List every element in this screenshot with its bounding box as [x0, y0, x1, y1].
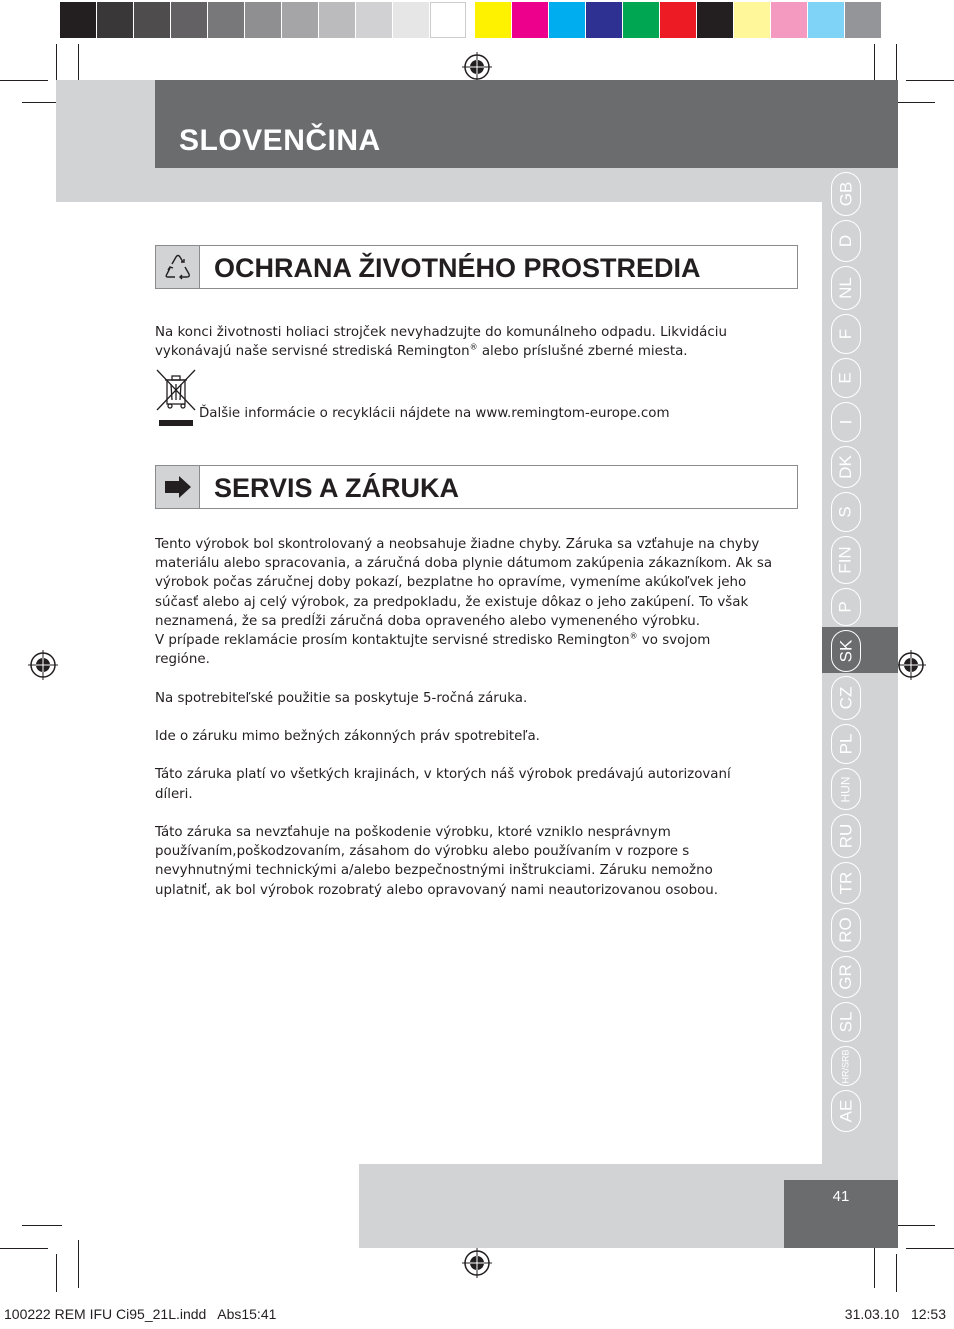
- text-line: neznamená, že sa predĺži záručná doba opraveného alebo vymeneného výrobku.: [155, 613, 700, 629]
- gray-swatch: [245, 2, 281, 38]
- color-swatch: [697, 2, 733, 38]
- text-line: regióne.: [155, 652, 210, 668]
- text-line: Tento výrobok bol skontrolovaný a neobsahuje žiadne chyby. Záruka sa vzťahuje na chyby: [155, 537, 760, 552]
- lang-tab-sl[interactable]: SL: [831, 1002, 861, 1042]
- lang-tab-fin[interactable]: FIN: [831, 536, 861, 584]
- recycle-icon: [156, 246, 200, 288]
- lang-tab-ru[interactable]: RU: [831, 814, 861, 858]
- lang-tab-i[interactable]: I: [831, 402, 861, 442]
- lang-tab-hun[interactable]: HUN: [831, 768, 861, 810]
- color-calibration-bar: [60, 2, 882, 38]
- lang-tab-sk[interactable]: SK: [831, 630, 861, 672]
- page-title: SLOVENČINA: [179, 124, 381, 157]
- paragraph: [155, 823, 795, 900]
- gray-swatch: [171, 2, 207, 38]
- gray-swatch: [97, 2, 133, 38]
- color-swatch: [549, 2, 585, 38]
- color-swatch: [623, 2, 659, 38]
- lang-tab-pl[interactable]: PL: [831, 724, 861, 764]
- registration-mark-icon: [462, 52, 492, 82]
- text-line: V prípade reklamácie prosím kontaktujte servisné stredisko Remington: [155, 633, 630, 649]
- crop-mark: [906, 80, 954, 81]
- crop-mark: [896, 1254, 897, 1292]
- crop-mark: [78, 1240, 79, 1288]
- crop-mark: [0, 80, 48, 81]
- crop-mark: [906, 1248, 954, 1249]
- lang-tab-hr-srb[interactable]: HR/SRB: [831, 1046, 861, 1086]
- paragraph: Ide o záruku mimo bežných zákonných práv spotrebiteľa.: [155, 729, 540, 744]
- section-header-environment: [155, 245, 798, 289]
- registration-mark-icon: [28, 650, 58, 680]
- gray-swatch: [430, 2, 466, 38]
- text-line: uplatniť, ak bol výrobok rozobratý alebo opravovaný nami neautorizovanou osobou.: [155, 882, 719, 898]
- lang-tab-d[interactable]: D: [831, 220, 861, 262]
- lang-tab-ro[interactable]: RO: [831, 908, 861, 952]
- footer-slug-left: 100222 REM IFU Ci95_21L.indd Abs15:41: [4, 1306, 277, 1322]
- text-line: používaním,poškodzovaním, zásahom do výrobku alebo používaním v rozpore s: [155, 844, 690, 860]
- gray-swatch: [208, 2, 244, 38]
- color-swatch: [771, 2, 807, 38]
- text-line: výrobok počas záručnej doby pokazí, bezplatne ho opravíme, vymeníme akúkoľvek jeho: [155, 575, 747, 591]
- crop-mark: [56, 1254, 57, 1292]
- lang-tab-e[interactable]: E: [831, 358, 861, 398]
- page-number: 41: [832, 1188, 850, 1205]
- page-number-box: [784, 1180, 898, 1248]
- text-line: díleri.: [155, 786, 193, 802]
- crop-mark: [0, 1248, 48, 1249]
- service-text: [155, 535, 795, 919]
- lang-tab-f[interactable]: F: [831, 314, 861, 354]
- color-swatch: [808, 2, 844, 38]
- section-header-service: [155, 465, 798, 509]
- paragraph: Na spotrebiteľské použitie sa poskytuje 5-ročná záruka.: [155, 690, 528, 706]
- text-line: Ďalšie informácie o recyklácii nájdete na www.remingtom-europe.com: [199, 406, 670, 421]
- gray-swatch: [356, 2, 392, 38]
- lang-tab-p[interactable]: P: [831, 588, 861, 626]
- crop-mark: [895, 102, 935, 103]
- paragraph: [155, 765, 795, 803]
- crossed-bin-icon: [155, 368, 197, 428]
- lang-tab-nl[interactable]: NL: [831, 266, 861, 310]
- text-line: nevyhnutnými technickými a/alebo bezpečnostnými inštrukciami. Záruku nemožno: [155, 863, 713, 879]
- gray-swatch: [393, 2, 429, 38]
- color-swatch: [660, 2, 696, 38]
- section-title: OCHRANA ŽIVOTNÉHO PROSTREDIA: [214, 253, 701, 283]
- lang-tab-s[interactable]: S: [831, 492, 861, 532]
- section-title: SERVIS A ZÁRUKA: [214, 473, 460, 503]
- text-line: Táto záruka sa nevzťahuje na poškodenie výrobku, ktoré vzniklo nesprávnym: [155, 824, 671, 840]
- text-line: súčasť alebo aj celý výrobok, za predpokladu, že existuje dôkaz o jeho zakúpení. To však: [155, 594, 749, 610]
- lang-tab-cz[interactable]: CZ: [831, 676, 861, 720]
- lang-tab-gb[interactable]: GB: [831, 172, 861, 216]
- lang-tab-ae[interactable]: AE: [831, 1090, 861, 1132]
- title-band: [155, 80, 898, 168]
- lang-tab-tr[interactable]: TR: [831, 862, 861, 904]
- footer-slug-right: 31.03.10 12:53: [844, 1306, 946, 1322]
- color-swatch: [586, 2, 622, 38]
- crop-mark: [896, 44, 897, 82]
- recycling-info: [199, 404, 799, 423]
- gray-swatch: [60, 2, 96, 38]
- crop-mark: [22, 1225, 62, 1226]
- paragraph: Tento výrobok bol skontrolovaný a neobsahuje žiadne chyby. Záruka sa vzťahuje na chyby materiálu alebo spracovania, a záručná doba plynie dátumom zakúpenia zákazníkom. Ak sa výrobok počas záručnej doby pokazí, bezplatne ho opravíme, vymeníme akúkoľvek jeho súčasť alebo aj celý výrobok, za predpokladu, že existuje dôkaz o jeho zakúpení. To však neznamená, že sa predĺži záručná doba opraveného alebo vymeneného výrobku. V prípade reklamácie prosím kontaktujte servisné stredisko Remington® vo svojom regióne.: [155, 537, 773, 668]
- lang-tab-gr[interactable]: GR: [831, 956, 861, 998]
- text-line: vykonávajú naše servisné strediská Remington® alebo príslušné zberné miesta.: [155, 342, 688, 360]
- gray-swatch: [134, 2, 170, 38]
- color-swatch: [845, 2, 881, 38]
- arrow-right-icon: [156, 466, 200, 508]
- gray-swatch: [282, 2, 318, 38]
- gray-swatch: [319, 2, 355, 38]
- text-line: Na konci životnosti holiaci strojček nevyhadzujte do komunálneho odpadu. Likvidáciu: [155, 325, 727, 340]
- text-line: materiálu alebo spracovania, a záručná doba plynie dátumom zakúpenia zákazníkom. Ak sa: [155, 556, 773, 572]
- environment-text: [155, 323, 795, 361]
- text-line: Táto záruka platí vo všetkých krajinách, v ktorých náš výrobok predávajú autorizovaní: [155, 767, 731, 783]
- lang-tab-dk[interactable]: DK: [831, 446, 861, 488]
- registration-mark-icon: [462, 1248, 492, 1278]
- crop-mark: [895, 1225, 935, 1226]
- registration-mark-icon: [896, 650, 926, 680]
- crop-mark: [56, 44, 57, 82]
- color-swatch: [475, 2, 511, 38]
- color-swatch: [734, 2, 770, 38]
- color-swatch: [512, 2, 548, 38]
